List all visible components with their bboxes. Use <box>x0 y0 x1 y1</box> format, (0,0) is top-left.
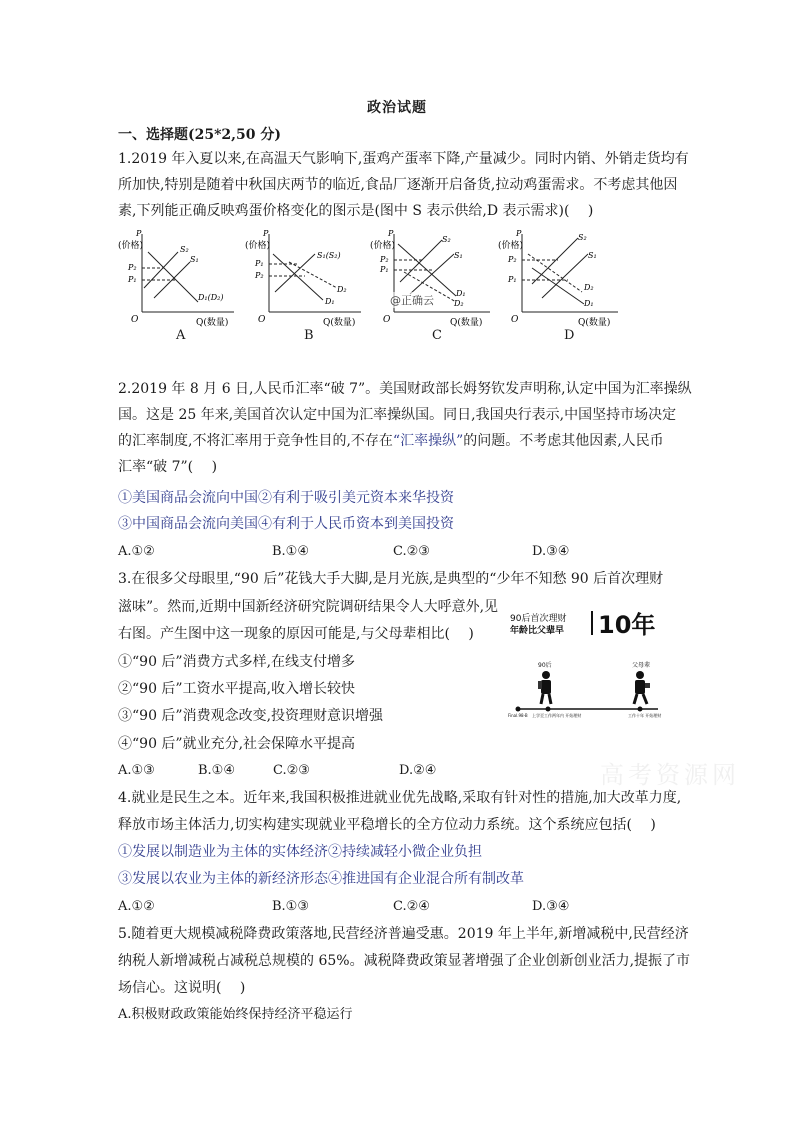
infographic-headline-1: 90后首次理财 <box>510 614 567 624</box>
chart-c-p1: P₁ <box>380 265 389 274</box>
q2-line-3-b: 的问题。不考虑其他因素,人民币 <box>463 433 664 449</box>
chart-a-p2: P₂ <box>128 263 137 272</box>
infographic-right-caption: 工作十年 开始理财 <box>628 713 662 718</box>
infographic-start: Final.98-B <box>508 713 528 718</box>
chart-c-yname: (价格) <box>370 241 396 251</box>
chart-c-p: P <box>388 229 394 238</box>
q4-item-1: ①发展以制造业为主体的实体经济②持续减轻小微企业负担 <box>118 844 482 860</box>
chart-d-d2: D₂ <box>584 283 594 292</box>
chart-a-yname: (价格) <box>118 241 144 251</box>
chart-c-s1: S₁ <box>454 251 463 260</box>
chart-c-d2: D₂ <box>454 299 464 308</box>
chart-c-p2: P₂ <box>380 255 389 264</box>
section-heading: 一、选择题(25*2,50 分) <box>118 127 282 143</box>
q4-option-c: C.②④ <box>393 899 430 914</box>
q1-line-3: 素,下列能正确反映鸡蛋价格变化的图示是(图中 S 表示供给,D 表示需求)( ) <box>118 203 594 219</box>
infographic-headline-2: 年龄比父辈早 <box>510 626 565 636</box>
chart-d-p: P <box>516 229 522 238</box>
q4-option-a: A.①② <box>118 899 155 914</box>
q5-line-2: 纳税人新增减税占减税总规模的 65%。减税降费政策显著增强了企业创新创业活力,提振了市 <box>118 953 691 969</box>
chart-b-d1: D₁ <box>325 297 335 306</box>
faint-watermark: 高考资源网 <box>600 761 740 789</box>
q5-option-a: A.积极财政政策能始终保持经济平稳运行 <box>118 1007 353 1022</box>
chart-d-xname: Q(数量) <box>578 318 611 328</box>
q2-item-2: ③中国商品会流向美国④有利于人民币资本到美国投资 <box>118 516 454 532</box>
q2-line-2: 国。这是 25 年来,美国首次认定中国为汇率操纵国。同日,我国央行表示,中国坚持市场决定 <box>118 407 677 423</box>
chart-c-label: C <box>432 328 442 343</box>
chart-b-p1: P₁ <box>255 259 264 268</box>
chart-a-p: P <box>136 229 142 238</box>
q2-line-1: 2.2019 年 8 月 6 日,人民币汇率“破 7”。美国财政部长姆努钦发声明称,认定中国为汇率操纵 <box>118 381 692 397</box>
infographic-big-number: 10年 <box>598 611 656 639</box>
chart-b-yname: (价格) <box>245 241 271 251</box>
chart-b-p: P <box>263 229 269 238</box>
q2-item-1: ①美国商品会流向中国②有利于吸引美元资本来华投资 <box>118 490 454 506</box>
q1-line-2: 所加快,特别是随着中秋国庆两节的临近,食品厂逐渐开启备货,拉动鸡蛋需求。不考虑其他因 <box>118 177 678 193</box>
page-title: 政治试题 <box>367 100 427 116</box>
chart-b <box>245 228 365 328</box>
chart-c <box>370 228 495 328</box>
chart-a-p1: P₁ <box>128 275 137 284</box>
watermark-label: @正确云 <box>390 294 434 307</box>
q5-line-1: 5.随着更大规模减税降费政策落地,民营经济普遍受惠。2019 年上半年,新增减税中,民营经济 <box>118 926 689 942</box>
q2-option-d: D.③④ <box>532 544 570 559</box>
q2-option-a: A.①② <box>118 544 155 559</box>
chart-d-origin: O <box>511 315 519 325</box>
chart-d-label: D <box>564 328 575 343</box>
chart-d-p1: P₁ <box>508 275 517 284</box>
q2-line-4: 汇率“破 7”( ) <box>118 459 218 475</box>
q4-option-d: D.③④ <box>532 899 570 914</box>
chart-b-origin: O <box>258 315 266 325</box>
q2-line-3-quote: “汇率操纵” <box>392 433 464 449</box>
q2-option-b: B.①④ <box>272 544 309 559</box>
q2-line-3-a: 的汇率制度,不将汇率用于竞争性目的,不存在 <box>118 433 393 449</box>
chart-a-origin: O <box>131 315 139 325</box>
q3-option-c: C.②③ <box>273 763 310 778</box>
chart-c-xname: Q(数量) <box>450 318 483 328</box>
q3-option-a: A.①③ <box>118 763 155 778</box>
q3-line-3: 右图。产生图中这一现象的原因可能是,与父母辈相比( ) <box>118 626 474 642</box>
chart-a-label: A <box>176 328 186 343</box>
chart-b-label: B <box>304 328 314 343</box>
chart-d-p2: P₂ <box>508 255 517 264</box>
chart-c-d1: D₁ <box>456 289 466 298</box>
infographic-left-tag: 90后 <box>538 662 552 669</box>
chart-c-s2: S₂ <box>442 235 451 244</box>
chart-b-p2: P₂ <box>255 271 264 280</box>
q4-line-2: 释放市场主体活力,切实构建实现就业平稳增长的全方位动力系统。这个系统应包括( ) <box>118 817 656 833</box>
chart-d-s2: S₂ <box>578 233 587 242</box>
chart-a-d: D₁(D₂) <box>198 293 224 302</box>
q3-option-d: D.②④ <box>399 763 437 778</box>
infographic-left-caption: 上学至工作两年内 开始理财 <box>532 713 582 718</box>
infographic <box>508 607 666 727</box>
q5-line-3: 场信心。这说明( ) <box>118 980 246 996</box>
q4-item-2: ③发展以农业为主体的新经济形态④推进国有企业混合所有制改革 <box>118 871 524 887</box>
q3-item-1: ①“90 后”消费方式多样,在线支付增多 <box>118 654 356 670</box>
q1-line-1: 1.2019 年入夏以来,在高温天气影响下,蛋鸡产蛋率下降,产量减少。同时内销、外销走货均有 <box>118 151 689 167</box>
infographic-right-tag: 父母辈 <box>632 662 651 669</box>
q3-option-b: B.①④ <box>198 763 235 778</box>
chart-a-xname: Q(数量) <box>196 318 229 328</box>
chart-d-d1: D₁ <box>584 299 594 308</box>
chart-b-d2: D₂ <box>337 285 347 294</box>
chart-b-xname: Q(数量) <box>323 318 356 328</box>
chart-d <box>498 228 623 328</box>
q4-option-b: B.①③ <box>272 899 309 914</box>
q3-item-3: ③“90 后”消费观念改变,投资理财意识增强 <box>118 708 384 724</box>
chart-a-s1: S₁ <box>190 255 199 264</box>
q3-line-2: 滋味”。然而,近期中国新经济研究院调研结果令人大呼意外,见 <box>118 599 499 615</box>
q2-line-3 <box>118 432 664 450</box>
q3-item-2: ②“90 后”工资水平提高,收入增长较快 <box>118 681 356 697</box>
chart-b-s: S₁(S₂) <box>317 251 341 260</box>
q3-line-1: 3.在很多父母眼里,“90 后”花钱大手大脚,是月光族,是典型的“少年不知愁 90 后首次理财 <box>118 571 664 587</box>
chart-a-s2: S₂ <box>180 245 189 254</box>
chart-d-s1: S₁ <box>588 251 597 260</box>
q2-option-c: C.②③ <box>393 544 430 559</box>
chart-d-yname: (价格) <box>498 241 524 251</box>
q4-line-1: 4.就业是民生之本。近年来,我国积极推进就业优先战略,采取有针对性的措施,加大改革力度, <box>118 790 682 806</box>
chart-c-origin: O <box>383 315 391 325</box>
q3-item-4: ④“90 后”就业充分,社会保障水平提高 <box>118 736 356 752</box>
chart-a <box>118 228 238 328</box>
